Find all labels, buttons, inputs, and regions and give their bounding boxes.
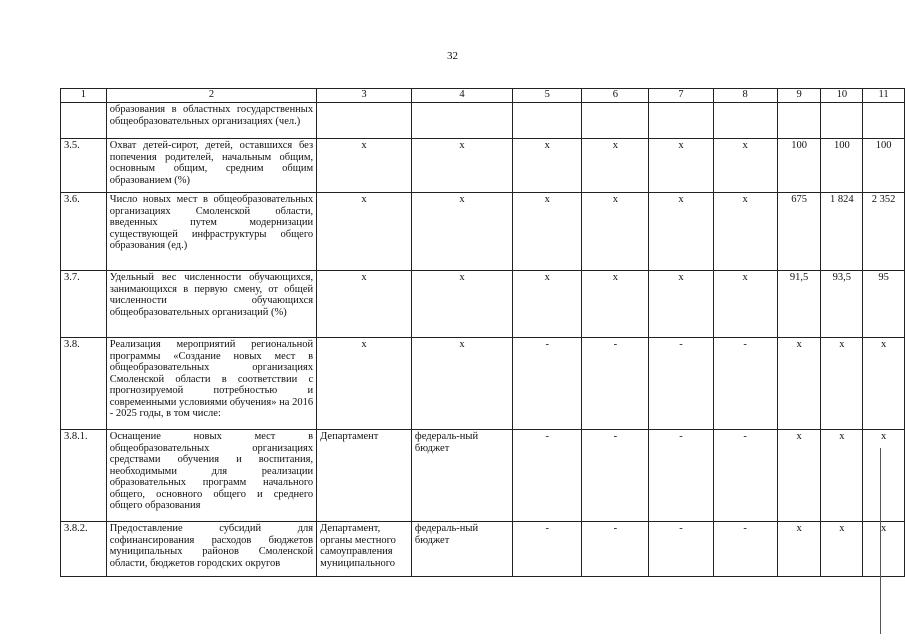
row-description: Удельный вес численности обучающихся, занимающихся в первую смену, от общей численности обучающихся общеобразовательных организаций (%)	[106, 271, 316, 338]
row-number: 3.8.2.	[61, 522, 107, 577]
cell-col11: х	[863, 430, 905, 522]
cell-col8: х	[713, 193, 777, 271]
column-header: 4	[411, 89, 512, 103]
row-number	[61, 103, 107, 139]
cell-col4: федераль-ный бюджет	[411, 522, 512, 577]
cell-col10: 93,5	[821, 271, 863, 338]
column-header: 2	[106, 89, 316, 103]
cell-col8: -	[713, 338, 777, 430]
cell-col7: -	[649, 430, 713, 522]
table-row	[61, 139, 905, 193]
cell-col10: х	[821, 522, 863, 577]
cell-col9	[777, 103, 821, 139]
cell-col8	[713, 103, 777, 139]
cell-col3: х	[317, 338, 412, 430]
cell-col7	[649, 103, 713, 139]
cell-col11: 100	[863, 139, 905, 193]
cell-col4: х	[411, 271, 512, 338]
table-row	[61, 271, 905, 338]
row-number: 3.7.	[61, 271, 107, 338]
column-header: 9	[777, 89, 821, 103]
table-row	[61, 338, 905, 430]
cell-col10: 100	[821, 139, 863, 193]
cell-col8: -	[713, 430, 777, 522]
cell-col6: -	[582, 430, 649, 522]
cell-col7: х	[649, 139, 713, 193]
row-number: 3.5.	[61, 139, 107, 193]
row-number: 3.8.	[61, 338, 107, 430]
cell-col5: х	[513, 139, 582, 193]
cell-col3: Департамент	[317, 430, 412, 522]
cell-col3: Департамент, органы местного самоуправления муниципального	[317, 522, 412, 577]
cell-col9: 675	[777, 193, 821, 271]
cell-col5	[513, 103, 582, 139]
table-row	[61, 430, 905, 522]
cell-col7: -	[649, 338, 713, 430]
cell-col11: 2 352	[863, 193, 905, 271]
column-header-row	[61, 89, 905, 103]
cell-col6	[582, 103, 649, 139]
column-header: 1	[61, 89, 107, 103]
column-header: 5	[513, 89, 582, 103]
cell-col9: х	[777, 338, 821, 430]
cell-col5: -	[513, 338, 582, 430]
column-header: 6	[582, 89, 649, 103]
row-number: 3.6.	[61, 193, 107, 271]
cell-col7: х	[649, 271, 713, 338]
cell-col5: -	[513, 430, 582, 522]
indicators-table	[60, 88, 905, 577]
cell-col4	[411, 103, 512, 139]
table-row	[61, 522, 905, 577]
cell-col10: х	[821, 430, 863, 522]
cell-col8: х	[713, 271, 777, 338]
row-description: Оснащение новых мест в общеобразовательных организациях средствами обучения и воспитания, необходимыми для реализации образовательных программ начального общего, основного общего и среднего общего образования	[106, 430, 316, 522]
cell-col11: х	[863, 338, 905, 430]
cell-col8: -	[713, 522, 777, 577]
column-header: 8	[713, 89, 777, 103]
table-row	[61, 193, 905, 271]
cell-col11: 95	[863, 271, 905, 338]
cell-col4: х	[411, 193, 512, 271]
column-header: 3	[317, 89, 412, 103]
column-header: 10	[821, 89, 863, 103]
cell-col7: -	[649, 522, 713, 577]
row-number: 3.8.1.	[61, 430, 107, 522]
cell-col3: х	[317, 193, 412, 271]
table-row	[61, 103, 905, 139]
cell-col5: х	[513, 193, 582, 271]
cell-col11: х	[863, 522, 905, 577]
page-edge-line	[880, 448, 881, 634]
row-description: Реализация мероприятий региональной программы «Создание новых мест в общеобразовательных организациях Смоленской области в соответствии с прогнозируемой потребностью и современными условиями обучения» на 2016 - 2025 годы, в том числе:	[106, 338, 316, 430]
cell-col10: х	[821, 338, 863, 430]
cell-col9: х	[777, 430, 821, 522]
row-description: образования в областных государственных общеобразовательных организациях (чел.)	[106, 103, 316, 139]
cell-col10	[821, 103, 863, 139]
cell-col5: х	[513, 271, 582, 338]
cell-col6: -	[582, 522, 649, 577]
cell-col3: х	[317, 139, 412, 193]
cell-col7: х	[649, 193, 713, 271]
cell-col4: х	[411, 338, 512, 430]
page-number: 32	[447, 50, 458, 62]
column-header: 11	[863, 89, 905, 103]
row-description: Число новых мест в общеобразовательных организациях Смоленской области, введенных путем модернизации существующей инфраструктуры общего образования (ед.)	[106, 193, 316, 271]
cell-col9: 100	[777, 139, 821, 193]
cell-col6: х	[582, 193, 649, 271]
cell-col9: х	[777, 522, 821, 577]
cell-col5: -	[513, 522, 582, 577]
cell-col9: 91,5	[777, 271, 821, 338]
row-description: Предоставление субсидий для софинансирования расходов бюджетов муниципальных районов Смоленской области, бюджетов городских округов	[106, 522, 316, 577]
cell-col6: -	[582, 338, 649, 430]
cell-col8: х	[713, 139, 777, 193]
cell-col10: 1 824	[821, 193, 863, 271]
cell-col6: х	[582, 271, 649, 338]
cell-col4: федераль-ный бюджет	[411, 430, 512, 522]
cell-col4: х	[411, 139, 512, 193]
column-header: 7	[649, 89, 713, 103]
cell-col11	[863, 103, 905, 139]
cell-col3: х	[317, 271, 412, 338]
row-description: Охват детей-сирот, детей, оставшихся без попечения родителей, начальным общим, основным общим, средним общим образованием (%)	[106, 139, 316, 193]
cell-col6: х	[582, 139, 649, 193]
cell-col3	[317, 103, 412, 139]
